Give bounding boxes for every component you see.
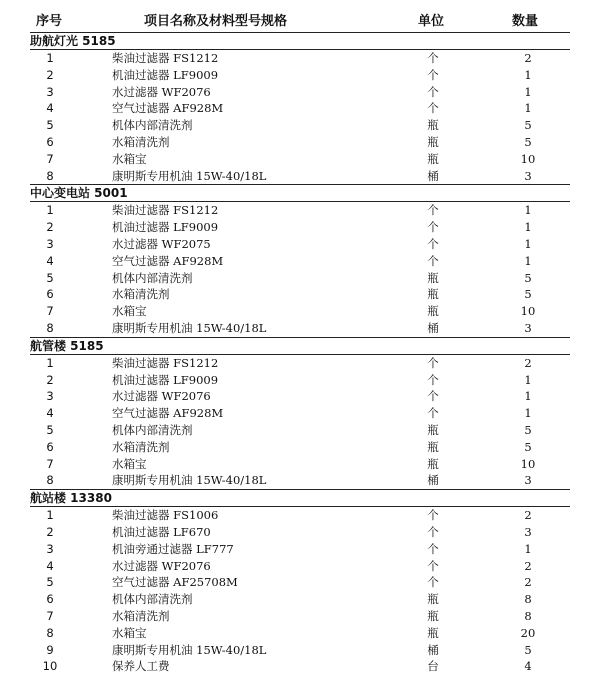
cell-qty: 2 <box>524 558 532 573</box>
cell-unit: 个 <box>427 389 439 404</box>
cell-unit: 桶 <box>427 642 439 657</box>
cell-name: 空气过滤器 AF928M <box>112 101 224 116</box>
table-row <box>30 524 570 541</box>
cell-name: 机体内部清洗剂 <box>112 592 193 607</box>
cell-qty: 5 <box>524 270 532 285</box>
cell-unit: 瓶 <box>427 118 439 133</box>
cell-qty: 8 <box>524 608 532 623</box>
cell-name: 康明斯专用机油 15W-40/18L <box>112 642 267 657</box>
cell-qty: 1 <box>524 541 532 556</box>
cell-unit: 个 <box>427 355 439 370</box>
table-row <box>30 574 570 591</box>
cell-name: 空气过滤器 AF25708M <box>112 575 238 590</box>
cell-unit: 瓶 <box>427 270 439 285</box>
cell-qty: 1 <box>524 406 532 421</box>
cell-unit: 瓶 <box>427 422 439 437</box>
cell-qty: 1 <box>524 67 532 82</box>
cell-no: 6 <box>46 592 54 607</box>
cell-unit: 个 <box>427 203 439 218</box>
cell-unit: 个 <box>427 220 439 235</box>
table-row <box>30 472 570 489</box>
cell-name: 机体内部清洗剂 <box>112 270 193 285</box>
cell-name: 保养人工费 <box>112 659 170 674</box>
cell-no: 2 <box>46 220 54 235</box>
cell-qty: 3 <box>466 320 570 337</box>
cell-unit: 瓶 <box>427 456 439 471</box>
cell-qty: 20 <box>520 625 536 640</box>
table-row <box>30 253 570 270</box>
cell-no: 10 <box>42 659 58 674</box>
table-row <box>30 608 570 625</box>
cell-name: 水箱宝 <box>112 625 147 640</box>
cell-name: 康明斯专用机油 15W-40/18L <box>82 320 378 337</box>
cell-unit: 瓶 <box>427 304 439 319</box>
table-row <box>30 100 570 117</box>
cell-no: 4 <box>46 101 54 116</box>
table-row <box>30 439 570 456</box>
cell-qty: 5 <box>524 422 532 437</box>
cell-unit: 个 <box>427 508 439 523</box>
cell-no: 7 <box>46 304 54 319</box>
cell-name: 水箱宝 <box>112 304 147 319</box>
cell-unit: 台 <box>427 659 439 674</box>
cell-unit: 个 <box>427 372 439 387</box>
cell-no: 1 <box>46 51 54 65</box>
table-row <box>30 422 570 439</box>
section-header-row <box>30 337 570 354</box>
materials-table <box>30 12 570 675</box>
cell-no: 5 <box>46 118 54 133</box>
cell-name: 柴油过滤器 FS1212 <box>112 355 219 370</box>
cell-qty: 1 <box>524 372 532 387</box>
table-row <box>30 405 570 422</box>
cell-qty: 1 <box>524 389 532 404</box>
table-row <box>30 286 570 303</box>
cell-no: 7 <box>46 608 54 623</box>
cell-name: 水箱宝 <box>112 151 147 166</box>
cell-name: 机油过滤器 LF9009 <box>112 67 219 82</box>
section-header-row <box>30 185 570 202</box>
table-row <box>30 50 570 67</box>
table-row <box>30 388 570 405</box>
cell-no: 8 <box>30 320 82 337</box>
cell-unit: 瓶 <box>427 439 439 454</box>
table-row <box>30 117 570 134</box>
cell-qty: 3 <box>466 472 570 489</box>
table-row <box>30 202 570 219</box>
cell-no: 7 <box>46 456 54 471</box>
section-header-row <box>30 33 570 50</box>
cell-no: 2 <box>46 67 54 82</box>
table-row <box>30 507 570 524</box>
cell-unit: 个 <box>427 524 439 539</box>
cell-qty: 8 <box>524 592 532 607</box>
cell-name: 水过滤器 WF2076 <box>112 389 211 404</box>
cell-no: 3 <box>46 84 54 99</box>
cell-unit: 个 <box>427 67 439 82</box>
cell-unit: 个 <box>427 541 439 556</box>
cell-name: 水过滤器 WF2076 <box>112 84 211 99</box>
table-row <box>30 456 570 473</box>
cell-no: 2 <box>46 524 54 539</box>
cell-unit: 个 <box>427 236 439 251</box>
cell-unit: 个 <box>427 406 439 421</box>
cell-qty: 2 <box>524 575 532 590</box>
cell-no: 4 <box>46 558 54 573</box>
cell-unit: 个 <box>427 51 439 65</box>
cell-no: 5 <box>46 270 54 285</box>
cell-name: 水箱清洗剂 <box>112 608 170 623</box>
cell-qty: 5 <box>524 439 532 454</box>
cell-no: 4 <box>46 253 54 268</box>
cell-qty: 1 <box>524 236 532 251</box>
cell-name: 水箱清洗剂 <box>112 287 170 302</box>
cell-name: 水箱宝 <box>112 456 147 471</box>
section-title: 中心变电站 5001 <box>30 185 570 202</box>
cell-unit: 个 <box>427 84 439 99</box>
table-row <box>30 320 570 337</box>
cell-name: 柴油过滤器 FS1006 <box>112 508 219 523</box>
cell-no: 6 <box>46 134 54 149</box>
cell-name: 机体内部清洗剂 <box>112 118 193 133</box>
header-name: 项目名称及材料型号规格 <box>82 12 378 33</box>
cell-no: 1 <box>46 508 54 523</box>
cell-unit: 瓶 <box>427 287 439 302</box>
cell-qty: 5 <box>524 642 532 657</box>
cell-no: 3 <box>46 541 54 556</box>
cell-unit: 个 <box>427 558 439 573</box>
header-no: 序号 <box>30 12 82 33</box>
cell-name: 柴油过滤器 FS1212 <box>112 203 219 218</box>
cell-qty: 10 <box>520 151 536 166</box>
cell-name: 水箱清洗剂 <box>112 439 170 454</box>
cell-unit: 瓶 <box>427 151 439 166</box>
cell-unit: 桶 <box>378 472 466 489</box>
table-row <box>30 270 570 287</box>
cell-qty: 5 <box>524 134 532 149</box>
cell-qty: 5 <box>524 118 532 133</box>
cell-no: 5 <box>46 575 54 590</box>
cell-name: 机体内部清洗剂 <box>112 422 193 437</box>
cell-name: 水过滤器 WF2075 <box>112 236 211 251</box>
cell-qty: 1 <box>524 203 532 218</box>
cell-qty: 2 <box>524 355 532 370</box>
cell-name: 水过滤器 WF2076 <box>112 558 211 573</box>
cell-qty: 5 <box>524 287 532 302</box>
table-header-row <box>30 12 570 33</box>
table-row <box>30 303 570 320</box>
cell-unit: 瓶 <box>427 134 439 149</box>
table-row <box>30 541 570 558</box>
cell-no: 3 <box>46 389 54 404</box>
cell-name: 康明斯专用机油 15W-40/18L <box>82 472 378 489</box>
cell-no: 1 <box>46 203 54 218</box>
cell-no: 6 <box>46 439 54 454</box>
table-row <box>30 354 570 371</box>
cell-qty: 1 <box>524 84 532 99</box>
section-group <box>30 490 570 675</box>
cell-no: 8 <box>46 625 54 640</box>
section-title: 助航灯光 5185 <box>30 33 570 50</box>
cell-name: 机油过滤器 LF9009 <box>112 372 219 387</box>
section-group <box>30 185 570 337</box>
table-row <box>30 372 570 389</box>
table-row <box>30 67 570 84</box>
table-row <box>30 658 570 675</box>
cell-qty: 1 <box>524 253 532 268</box>
table-row <box>30 151 570 168</box>
cell-unit: 桶 <box>378 320 466 337</box>
table-row <box>30 219 570 236</box>
cell-name: 机油过滤器 LF670 <box>112 524 211 539</box>
cell-no: 2 <box>46 372 54 387</box>
cell-unit: 个 <box>427 101 439 116</box>
section-group <box>30 33 570 185</box>
cell-no: 1 <box>46 355 54 370</box>
cell-no: 5 <box>46 422 54 437</box>
table-row <box>30 236 570 253</box>
cell-unit: 桶 <box>378 168 466 185</box>
cell-qty: 3 <box>466 168 570 185</box>
cell-name: 空气过滤器 AF928M <box>112 253 224 268</box>
header-qty: 数量 <box>466 12 570 33</box>
cell-name: 水箱清洗剂 <box>112 134 170 149</box>
section-title: 航管楼 5185 <box>30 337 570 354</box>
cell-qty: 2 <box>524 508 532 523</box>
cell-unit: 个 <box>427 575 439 590</box>
table-row <box>30 558 570 575</box>
cell-name: 康明斯专用机油 15W-40/18L <box>82 168 378 185</box>
cell-no: 4 <box>46 406 54 421</box>
section-header-row <box>30 490 570 507</box>
cell-no: 7 <box>46 151 54 166</box>
cell-unit: 瓶 <box>427 608 439 623</box>
table-row <box>30 625 570 642</box>
cell-qty: 3 <box>524 524 532 539</box>
cell-no: 3 <box>46 236 54 251</box>
cell-no: 6 <box>46 287 54 302</box>
cell-qty: 4 <box>524 659 532 674</box>
cell-unit: 个 <box>427 253 439 268</box>
table-row <box>30 591 570 608</box>
cell-qty: 1 <box>524 101 532 116</box>
cell-unit: 瓶 <box>427 592 439 607</box>
cell-no: 8 <box>30 168 82 185</box>
table-row <box>30 134 570 151</box>
table-row <box>30 642 570 659</box>
cell-no: 9 <box>46 642 54 657</box>
section-group <box>30 337 570 489</box>
section-title: 航站楼 13380 <box>30 490 570 507</box>
table-row <box>30 168 570 185</box>
cell-unit: 瓶 <box>427 625 439 640</box>
cell-qty: 10 <box>520 456 536 471</box>
cell-name: 机油过滤器 LF9009 <box>112 220 219 235</box>
cell-qty: 10 <box>520 304 536 319</box>
cell-qty: 2 <box>524 51 532 65</box>
cell-name: 机油旁通过滤器 LF777 <box>112 541 234 556</box>
cell-name: 柴油过滤器 FS1212 <box>112 51 219 65</box>
cell-qty: 1 <box>524 220 532 235</box>
table-row <box>30 84 570 101</box>
cell-no: 8 <box>30 472 82 489</box>
header-unit: 单位 <box>378 12 466 33</box>
cell-name: 空气过滤器 AF928M <box>112 406 224 421</box>
